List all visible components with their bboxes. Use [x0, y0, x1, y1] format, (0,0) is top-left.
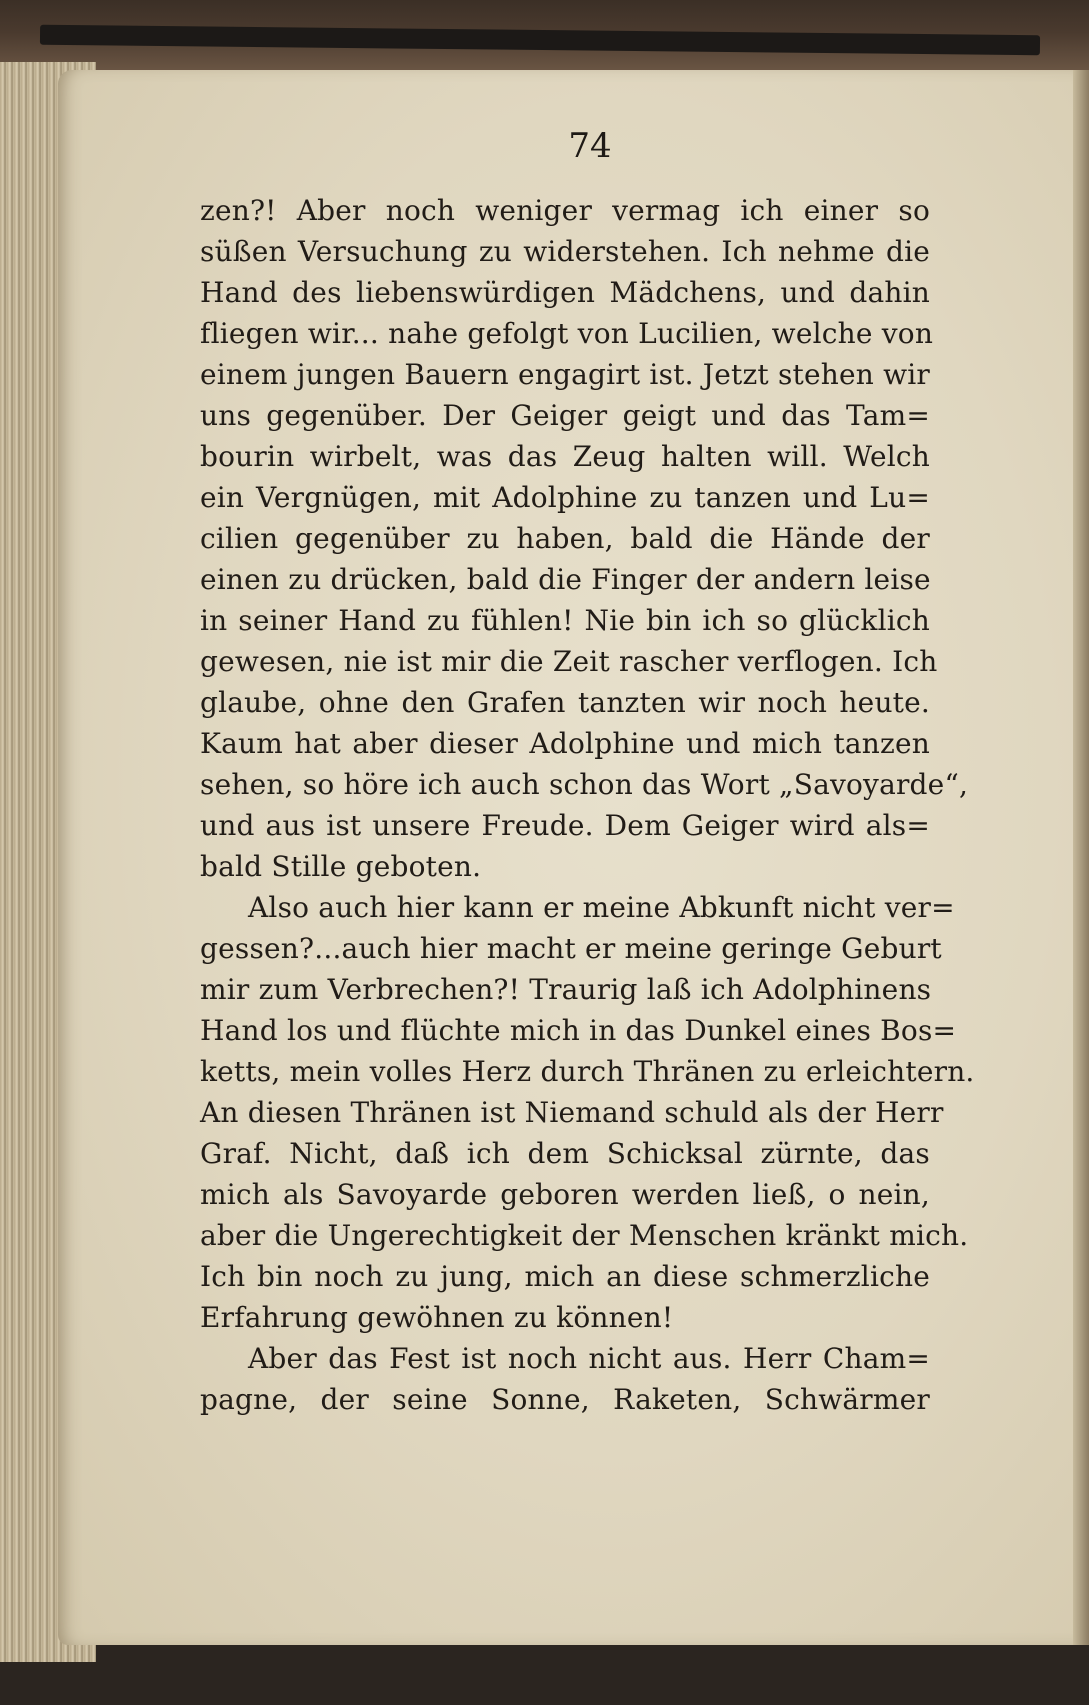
- text-line: mich als Savoyarde geboren werden ließ, o nein,: [200, 1178, 930, 1211]
- text-line: einen zu drücken, bald die Finger der andern leise: [200, 563, 931, 596]
- text-line: süßen Versuchung zu widerstehen. Ich nehme die: [200, 235, 930, 268]
- page-number: 74: [568, 126, 612, 166]
- text-line: ein Vergnügen, mit Adolphine zu tanzen und Lu=: [200, 481, 930, 514]
- text-line: Aber das Fest ist noch nicht aus. Herr Cham=: [248, 1342, 930, 1375]
- text-line: Graf. Nicht, daß ich dem Schicksal zürnte, das: [200, 1137, 930, 1170]
- text-line: und aus ist unsere Freude. Dem Geiger wird als=: [200, 809, 930, 842]
- text-line: fliegen wir... nahe gefolgt von Lucilien, welche von: [200, 317, 934, 350]
- text-line: Also auch hier kann er meine Abkunft nicht ver=: [248, 891, 955, 924]
- text-line: in seiner Hand zu fühlen! Nie bin ich so glücklich: [200, 604, 930, 637]
- text-line: glaube, ohne den Grafen tanzten wir noch heute.: [200, 686, 930, 719]
- text-line: aber die Ungerechtigkeit der Menschen kränkt mich.: [200, 1219, 969, 1252]
- text-line: gessen?...auch hier macht er meine geringe Geburt: [200, 932, 942, 965]
- text-line: zen?! Aber noch weniger vermag ich einer so: [200, 194, 930, 227]
- text-line: bourin wirbelt, was das Zeug halten will. Welch: [200, 440, 930, 473]
- body-text: [200, 190, 975, 1420]
- text-line: gewesen, nie ist mir die Zeit rascher verflogen. Ich: [200, 645, 938, 678]
- text-line: pagne, der seine Sonne, Raketen, Schwärmer: [200, 1383, 930, 1416]
- text-line: ketts, mein volles Herz durch Thränen zu erleichtern.: [200, 1055, 975, 1088]
- text-line: cilien gegenüber zu haben, bald die Hände der: [200, 522, 930, 555]
- text-line: sehen, so höre ich auch schon das Wort „Savoyarde“,: [200, 768, 969, 801]
- text-line: An diesen Thränen ist Niemand schuld als der Herr: [200, 1096, 944, 1129]
- text-line: Hand des liebenswürdigen Mädchens, und dahin: [200, 276, 930, 309]
- text-line: Ich bin noch zu jung, mich an diese schmerzliche: [200, 1260, 930, 1293]
- text-line: mir zum Verbrechen?! Traurig laß ich Adolphinens: [200, 973, 932, 1006]
- text-line: bald Stille geboten.: [200, 850, 482, 883]
- text-line: Hand los und flüchte mich in das Dunkel eines Bos=: [200, 1014, 957, 1047]
- text-line: einem jungen Bauern engagirt ist. Jetzt stehen wir: [200, 358, 930, 391]
- text-line: Erfahrung gewöhnen zu können!: [200, 1301, 674, 1334]
- text-line: Kaum hat aber dieser Adolphine und mich tanzen: [200, 727, 930, 760]
- page-right-edge: [1073, 70, 1089, 1645]
- text-line: uns gegenüber. Der Geiger geigt und das Tam=: [200, 399, 930, 432]
